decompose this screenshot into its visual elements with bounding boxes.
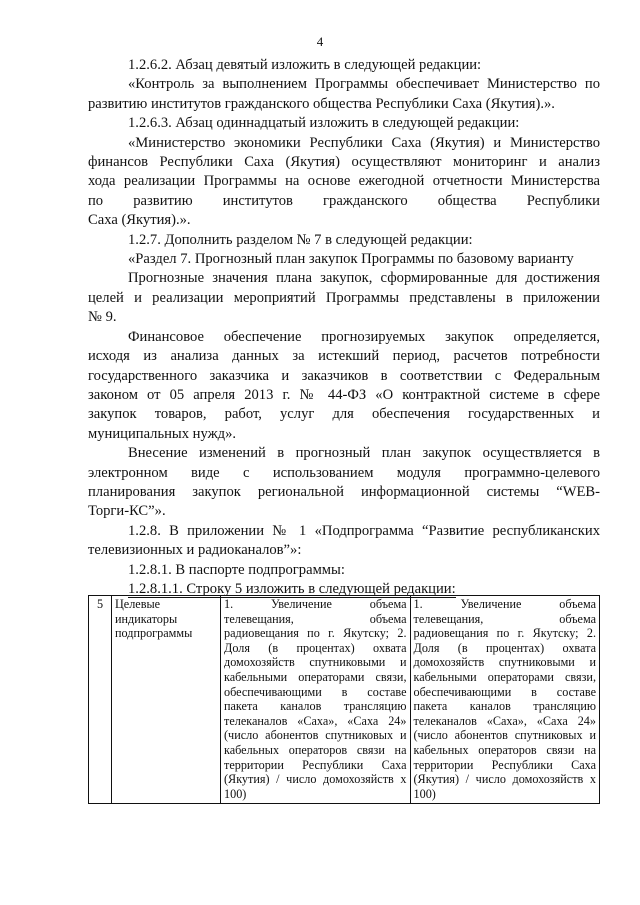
paragraph-line: Саха (Якутия).». [88,212,191,229]
paragraph-line: Прогнозные значения плана закупок, сформированные для достижения [128,270,600,287]
underlined-text: 1.2.8.1.1. Строку 5 изложить в следующей редакции: [128,580,456,597]
paragraph-line: «Раздел 7. Прогнозный план закупок Программы по базовому варианту [128,251,574,268]
paragraph-line: финансов Республики Саха (Якутия) осуществляют мониторинг и анализ [88,154,600,171]
old-value-cell: 1. Увеличение объема телевещания, объема радиовещания по г. Якутску; 2. Доля (в процентах) охвата домохозяйств спутниковыми и кабельными операторами связи, обеспечивающими в составе пакета каналов трансляцию телеканалов «Саха», «Саха 24» (число абонентов спутниковых и кабельных операторов связи на территории Республики Саха (Якутия) / число домохозяйств х 100) [221,596,411,804]
paragraph-line: закупок товаров, работ, услуг для обеспечения государственных и [88,406,600,423]
page-number: 4 [316,34,324,49]
paragraph-line: Торги-КС”». [88,503,166,520]
paragraph-line: государственного заказчика и заказчиков в соответствии с Федеральным [88,367,600,384]
paragraph-line: Финансовое обеспечение прогнозируемых закупок определяется, [128,328,600,345]
paragraph-line: по развитию институтов гражданского общества Республики [88,192,600,209]
indicator-name-cell: Целевые индикаторы подпрограммы [112,596,221,804]
paragraph-line: 1.2.8.1. В паспорте подпрограммы: [128,561,345,578]
paragraph-line: электронном виде с использованием модуля программно-целевого [88,464,600,481]
paragraph-line: 1.2.8. В приложении № 1 «Подпрограмма “Развитие республиканских [128,522,600,539]
paragraph-line: планирования закупок региональной информационной системы “WEB- [88,483,600,500]
paragraph-line: «Контроль за выполнением Программы обеспечивает Министерство по [128,76,600,93]
paragraph-line: 1.2.6.2. Абзац девятый изложить в следующей редакции: [128,57,482,73]
paragraph-line: законом от 05 апреля 2013 г. № 44-ФЗ «О контрактной системе в сфере [88,386,600,403]
paragraph-line: целей и реализации мероприятий Программы представлены в приложении [88,289,600,306]
paragraph-line: 1.2.7. Дополнить разделом № 7 в следующей редакции: [128,231,473,248]
paragraph-line: хода реализации Программы на основе ежегодной отчетности Министерства [88,173,600,190]
paragraph-line: муниципальных нужд». [88,425,237,442]
document-body [88,56,600,599]
indicator-table [88,595,600,804]
paragraph-line: телевизионных и радиоканалов”»: [88,542,302,559]
paragraph-line: «Министерство экономики Республики Саха (Якутия) и Министерство [128,134,600,151]
row-number-cell: 5 [89,596,112,804]
paragraph-line: № 9. [88,309,117,326]
new-value-cell: 1. Увеличение объема телевещания, объема радиовещания по г. Якутску; 2. Доля (в процентах) охвата домохозяйств спутниковыми и кабельными операторами связи, обеспечивающими в составе пакета каналов трансляцию телеканалов «Саха», «Саха 24» (число абонентов спутниковых и кабельных операторов связи на территории Республики Саха (Якутия) / число домохозяйств х 100) [410,596,600,804]
table-row [89,596,600,804]
paragraph-line: Внесение изменений в прогнозный план закупок осуществляется в [128,445,600,462]
paragraph-line: 1.2.6.3. Абзац одиннадцатый изложить в следующей редакции: [128,115,520,132]
paragraph-line: развитию институтов гражданского общества Республики Саха (Якутия).». [88,95,555,112]
paragraph-line: исходя из анализа данных за истекший период, расчетов потребности [88,348,600,365]
